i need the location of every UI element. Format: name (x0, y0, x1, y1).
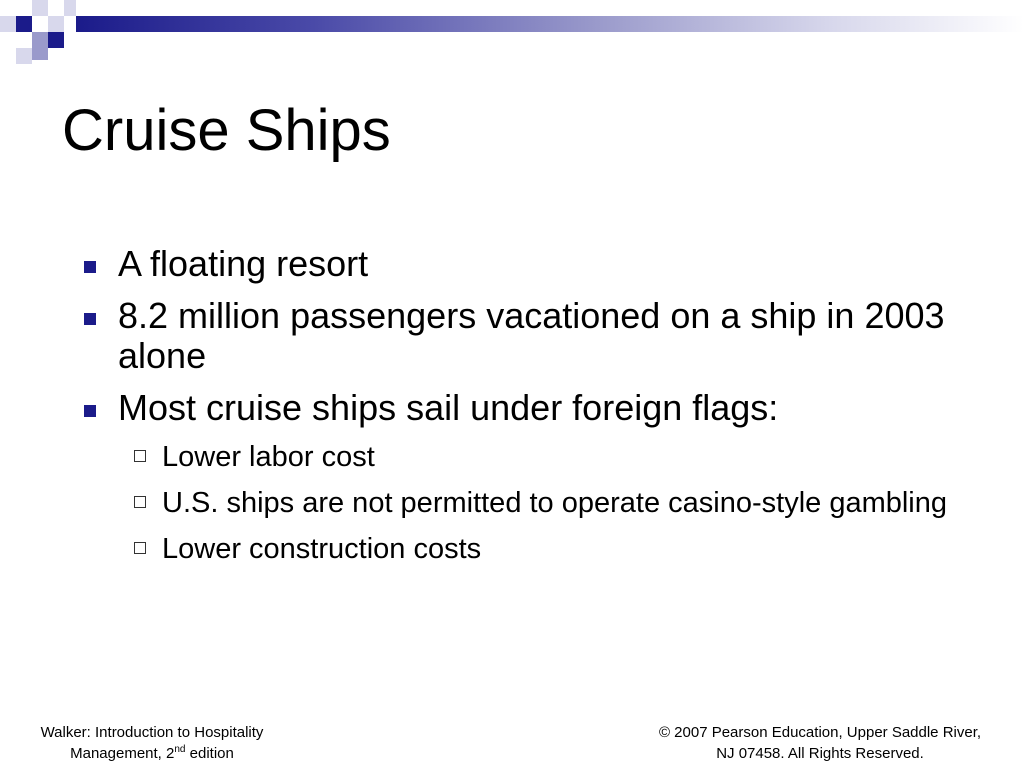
slide-title: Cruise Ships (62, 98, 391, 163)
footer-edition-pre: Management, 2 (70, 745, 175, 762)
footer-citation-line1: Walker: Introduction to Hospitality (40, 724, 264, 741)
sub-bullet-text: Lower construction costs (162, 533, 482, 565)
sub-bullet-item (84, 532, 984, 566)
deco-square-mid-1 (32, 32, 48, 48)
header-gradient-bar (76, 16, 1024, 32)
bullet-text: 8.2 million passengers vacationed on a ship in 2003 alone (118, 295, 945, 376)
bullet-item (84, 388, 984, 428)
bullet-text: A floating resort (118, 243, 369, 284)
footer-citation-line2 (22, 743, 282, 764)
deco-square-dark-1 (0, 0, 16, 16)
footer-copyright-line1: © 2007 Pearson Education, Upper Saddle River, (658, 724, 982, 741)
deco-square-mid-2 (32, 48, 48, 60)
footer-citation (22, 722, 282, 764)
deco-square-light-5 (64, 0, 76, 16)
bullet-list (84, 244, 984, 578)
deco-square-light-2 (32, 0, 48, 16)
sub-bullet-item (84, 486, 984, 520)
bullet-item (84, 296, 984, 376)
deco-square-light-4 (16, 48, 32, 64)
footer-edition-sup: nd (174, 744, 186, 755)
square-bullet-icon (84, 313, 96, 325)
hollow-square-bullet-icon (134, 542, 146, 554)
deco-square-dark-2 (16, 16, 32, 32)
sub-bullet-text: Lower labor cost (162, 441, 375, 473)
footer-copyright-line2: NJ 07458. All Rights Reserved. (716, 745, 924, 762)
square-bullet-icon (84, 261, 96, 273)
hollow-square-bullet-icon (134, 450, 146, 462)
sub-bullet-item (84, 440, 984, 474)
deco-square-light-1 (0, 16, 16, 32)
sub-bullet-text: U.S. ships are not permitted to operate casino-style gambling (162, 487, 948, 519)
hollow-square-bullet-icon (134, 496, 146, 508)
deco-square-dark-3 (48, 32, 64, 48)
footer-edition-post: edition (185, 745, 234, 762)
footer-copyright (630, 722, 1010, 764)
square-bullet-icon (84, 405, 96, 417)
bullet-item (84, 244, 984, 284)
bullet-text: Most cruise ships sail under foreign flags: (118, 387, 779, 428)
deco-square-light-3 (48, 16, 64, 32)
header-decoration (0, 0, 1024, 64)
